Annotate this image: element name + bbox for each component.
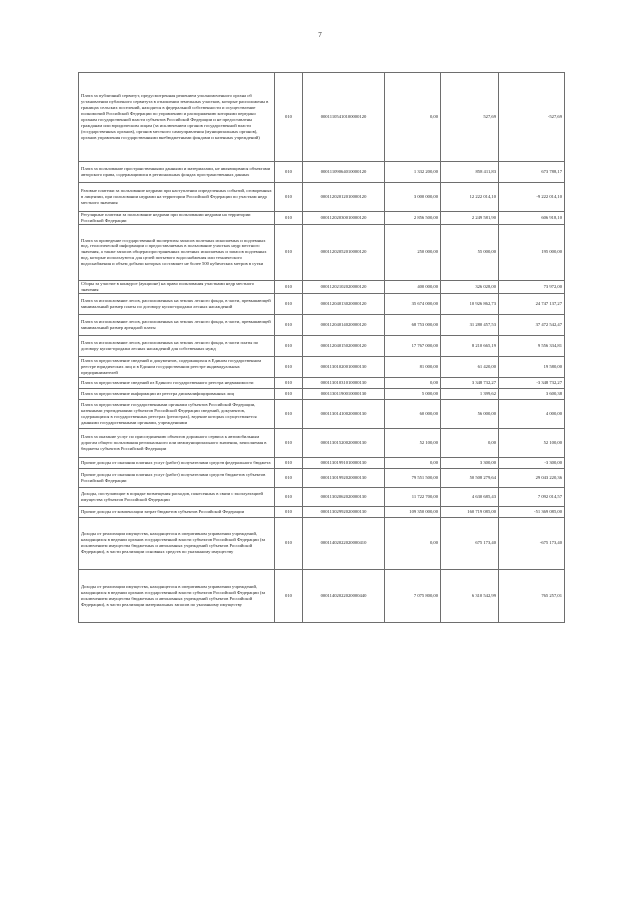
row-revenue-code: 00011204015020000120: [303, 335, 385, 356]
table-row: [79, 212, 565, 225]
table-row: [79, 487, 565, 506]
row-name: Прочие доходы от компенсации затрат бюджетов субъектов Российской Федерации: [79, 506, 275, 517]
row-revenue-code: 00011202052010000120: [303, 224, 385, 280]
row-approved-amount: 400 000,00: [385, 280, 441, 293]
row-unexecuted-amount: 4 000,00: [499, 399, 565, 428]
row-executed-amount: 55 000,00: [441, 224, 499, 280]
table-row: [79, 293, 565, 314]
row-unexecuted-amount: 9 556 334,81: [499, 335, 565, 356]
row-approved-amount: 109 350 000,00: [385, 506, 441, 517]
row-line-code: 010: [275, 356, 303, 377]
row-line-code: 010: [275, 212, 303, 225]
row-approved-amount: 35 674 000,00: [385, 293, 441, 314]
row-name: Доходы, поступающие в порядке возмещения расходов, понесенных в связи с эксплуатацией имущества субъектов Российской Федерации: [79, 487, 275, 506]
table-row: [79, 457, 565, 468]
row-revenue-code: 00011204013020000120: [303, 293, 385, 314]
row-unexecuted-amount: 606 918,10: [499, 212, 565, 225]
table-row: [79, 388, 565, 399]
row-executed-amount: 4 630 685,43: [441, 487, 499, 506]
row-line-code: 010: [275, 388, 303, 399]
row-executed-amount: 0,00: [441, 428, 499, 457]
row-name: Плата за предоставление сведений и документов, содержащихся в Едином государственном реестре юридических лиц и в Едином государственном реестре индивидуальных предпринимателей: [79, 356, 275, 377]
row-revenue-code: 00011301020010000130: [303, 356, 385, 377]
row-revenue-code: 00011202102020000120: [303, 280, 385, 293]
row-unexecuted-amount: -9 222 014,10: [499, 183, 565, 212]
row-executed-amount: 527,69: [441, 73, 499, 162]
table-row: [79, 162, 565, 183]
row-approved-amount: 17 767 000,00: [385, 335, 441, 356]
row-revenue-code: 00011301991010000130: [303, 457, 385, 468]
row-approved-amount: 0,00: [385, 73, 441, 162]
row-unexecuted-amount: 37 472 542,47: [499, 314, 565, 335]
row-approved-amount: 1 332 200,00: [385, 162, 441, 183]
row-revenue-code: 00011301410020000130: [303, 399, 385, 428]
row-name: Прочие доходы от оказания платных услуг (работ) получателями средств бюджетов субъектов Российской Федерации: [79, 468, 275, 487]
row-executed-amount: 858 411,83: [441, 162, 499, 183]
table-row: [79, 183, 565, 212]
row-unexecuted-amount: -3 348 732,27: [499, 377, 565, 388]
table-row: [79, 377, 565, 388]
table-row: [79, 280, 565, 293]
row-unexecuted-amount: 29 043 220,36: [499, 468, 565, 487]
row-revenue-code: 00011109064010000120: [303, 162, 385, 183]
row-approved-amount: 0,00: [385, 517, 441, 569]
row-executed-amount: 2 249 581,90: [441, 212, 499, 225]
row-name: Плата за использование лесов, расположенных на землях лесного фонда, в части, превышающей минимальный размер платы по договору купли-продажи лесных насаждений: [79, 293, 275, 314]
row-unexecuted-amount: -51 369 085,00: [499, 506, 565, 517]
row-unexecuted-amount: 195 000,00: [499, 224, 565, 280]
row-unexecuted-amount: 3 600,38: [499, 388, 565, 399]
row-executed-amount: 675 173,40: [441, 517, 499, 569]
row-approved-amount: 11 722 700,00: [385, 487, 441, 506]
row-executed-amount: 3 348 732,27: [441, 377, 499, 388]
row-unexecuted-amount: 19 580,00: [499, 356, 565, 377]
row-name: Прочие доходы от оказания платных услуг (работ) получателями средств федерального бюджета: [79, 457, 275, 468]
page-number: 7: [318, 31, 322, 39]
revenue-table: [78, 72, 565, 623]
row-line-code: 010: [275, 314, 303, 335]
row-line-code: 010: [275, 335, 303, 356]
row-approved-amount: 250 000,00: [385, 224, 441, 280]
row-name: Плата за пользование пространственными данными и материалами, не являющимися объектами авторского права, содержащимися в региональных фондах пространственных данных: [79, 162, 275, 183]
row-revenue-code: 00011204014020000120: [303, 314, 385, 335]
table-row: [79, 569, 565, 622]
row-name: Плата за использование лесов, расположенных на землях лесного фонда, в части, превышающей минимальный размер арендной платы: [79, 314, 275, 335]
table-row: [79, 468, 565, 487]
row-approved-amount: 0,00: [385, 457, 441, 468]
row-line-code: 010: [275, 487, 303, 506]
row-line-code: 010: [275, 293, 303, 314]
row-line-code: 010: [275, 280, 303, 293]
row-approved-amount: 52 100,00: [385, 428, 441, 457]
row-name: Плата за оказание услуг по присоединению объектов дорожного сервиса к автомобильным дорогам общего пользования регионального или межмуниципального значения, зачисляемая в бюджеты субъектов Российской Федерации: [79, 428, 275, 457]
table-row: [79, 399, 565, 428]
row-unexecuted-amount: 673 788,17: [499, 162, 565, 183]
row-revenue-code: 00011301190010000130: [303, 388, 385, 399]
row-line-code: 010: [275, 457, 303, 468]
row-name: Доходы от реализации имущества, находящегося в оперативном управлении учреждений, находящихся в ведении органов государственной власти субъектов Российской Федерации (за исключением имущества бюджетных и автономных учреждений субъектов Российской Федерации), в части реализации основных средств по указанному имуществу: [79, 517, 275, 569]
row-name: Доходы от реализации имущества, находящегося в оперативном управлении учреждений, находящихся в ведении органов государственной власти субъектов Российской Федерации (за исключением имущества бюджетных и автономных учреждений субъектов Российской Федерации), в части реализации материальных запасов по указанному имуществу: [79, 569, 275, 622]
table-row: [79, 73, 565, 162]
row-approved-amount: 3 000 000,00: [385, 183, 441, 212]
row-name: Плата за предоставление государственными органами субъектов Российской Федерации, казенными учреждениями субъектов Российской Федерации сведений, документов, содержащихся в государственных реестрах (регистрах), ведение которых осуществляется данными государственными органами, учреждениями: [79, 399, 275, 428]
row-revenue-code: 00011302062020000130: [303, 487, 385, 506]
row-unexecuted-amount: 52 100,00: [499, 428, 565, 457]
row-name: Плата за использование лесов, расположенных на землях лесного фонда, в части платы по договору купли-продажи лесных насаждений для собственных нужд: [79, 335, 275, 356]
row-unexecuted-amount: 73 972,00: [499, 280, 565, 293]
row-revenue-code: 00011402022020000440: [303, 569, 385, 622]
row-unexecuted-amount: 24 747 137,27: [499, 293, 565, 314]
row-line-code: 010: [275, 517, 303, 569]
row-executed-amount: 1 399,62: [441, 388, 499, 399]
row-revenue-code: 00011302992020000130: [303, 506, 385, 517]
table-row: [79, 506, 565, 517]
row-executed-amount: 31 280 457,53: [441, 314, 499, 335]
row-executed-amount: 3 300,00: [441, 457, 499, 468]
row-executed-amount: 160 719 085,00: [441, 506, 499, 517]
table-body: [79, 73, 565, 623]
row-revenue-code: 00011202012010000120: [303, 183, 385, 212]
row-line-code: 010: [275, 224, 303, 280]
row-revenue-code: 00011202030010000120: [303, 212, 385, 225]
row-line-code: 010: [275, 162, 303, 183]
row-line-code: 010: [275, 73, 303, 162]
row-name: Плата за предоставление сведений из Единого государственного реестра недвижимости: [79, 377, 275, 388]
table-row: [79, 517, 565, 569]
row-name: Разовые платежи за пользование недрами при наступлении определенных событий, оговоренных в лицензии, при пользовании недрами на территории Российской Федерации по участкам недр местного значения: [79, 183, 275, 212]
row-unexecuted-amount: -675 173,40: [499, 517, 565, 569]
row-name: Сборы за участие в конкурсе (аукционе) на право пользования участками недр местного значения: [79, 280, 275, 293]
row-approved-amount: 7 075 800,00: [385, 569, 441, 622]
row-revenue-code: 00011105410100000120: [303, 73, 385, 162]
row-executed-amount: 50 508 279,64: [441, 468, 499, 487]
row-executed-amount: 12 222 014,10: [441, 183, 499, 212]
row-name: Плата за проведение государственной экспертизы запасов полезных ископаемых и подземных вод, геологической информации о предоставляемых в пользование участках недр местного значения, а также запасов общераспространенных полезных ископаемых и запасов подземных вод, которые используются для целей питьевого водоснабжения или технического водоснабжения и объем добычи которых составляет не более 500 кубических метров в сутки: [79, 224, 275, 280]
row-unexecuted-amount: -527,69: [499, 73, 565, 162]
row-approved-amount: 60 000,00: [385, 399, 441, 428]
row-line-code: 010: [275, 428, 303, 457]
row-name: Плата за публичный сервитут, предусмотренная решением уполномоченного органа об установлении публичного сервитута в отношении земельных участков, которые расположены в границах сельских поселений, находятся в федеральной собственности и осуществление полномочий Российской Федерации по управлению и распоряжению которыми передано органам государственной власти субъектов Российской Федерации и не предоставлены гражданам или юридическим лицам (за исключением органов государственной власти (государственных органов), органов местного самоуправления (муниципальных органов), органов управления государственными внебюджетными фондами и казенных учреждений): [79, 73, 275, 162]
row-unexecuted-amount: 765 257,01: [499, 569, 565, 622]
row-approved-amount: 81 000,00: [385, 356, 441, 377]
row-approved-amount: 0,00: [385, 377, 441, 388]
row-line-code: 010: [275, 468, 303, 487]
row-executed-amount: 10 926 862,73: [441, 293, 499, 314]
table-row: [79, 314, 565, 335]
row-line-code: 010: [275, 399, 303, 428]
table-row: [79, 335, 565, 356]
row-line-code: 010: [275, 569, 303, 622]
table-row: [79, 224, 565, 280]
row-revenue-code: 00011301520020000130: [303, 428, 385, 457]
table-row: [79, 356, 565, 377]
row-revenue-code: 00011301031010000130: [303, 377, 385, 388]
row-line-code: 010: [275, 183, 303, 212]
row-unexecuted-amount: -3 300,00: [499, 457, 565, 468]
row-revenue-code: 00011402022020000410: [303, 517, 385, 569]
row-unexecuted-amount: 7 092 014,57: [499, 487, 565, 506]
row-approved-amount: 5 000,00: [385, 388, 441, 399]
row-name: Регулярные платежи за пользование недрами при пользовании недрами на территории Российской Федерации: [79, 212, 275, 225]
row-executed-amount: 326 028,00: [441, 280, 499, 293]
row-approved-amount: 2 856 500,00: [385, 212, 441, 225]
row-revenue-code: 00011301992020000130: [303, 468, 385, 487]
row-line-code: 010: [275, 377, 303, 388]
row-approved-amount: 79 551 500,00: [385, 468, 441, 487]
row-line-code: 010: [275, 506, 303, 517]
row-executed-amount: 6 310 542,99: [441, 569, 499, 622]
row-executed-amount: 8 210 665,19: [441, 335, 499, 356]
row-approved-amount: 68 753 000,00: [385, 314, 441, 335]
row-name: Плата за предоставление информации из реестра дисквалифицированных лиц: [79, 388, 275, 399]
table-row: [79, 428, 565, 457]
row-executed-amount: 56 000,00: [441, 399, 499, 428]
row-executed-amount: 61 420,00: [441, 356, 499, 377]
